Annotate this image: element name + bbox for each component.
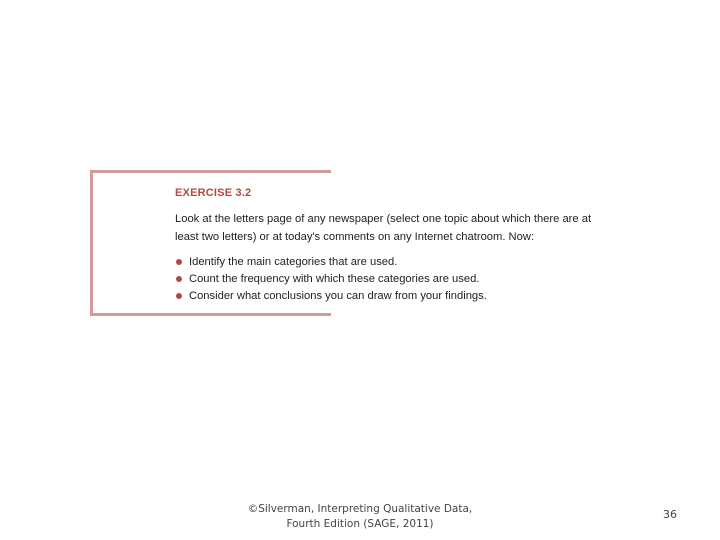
exercise-title: EXERCISE 3.2 — [175, 187, 252, 199]
list-item-text: Identify the main categories that are used. — [189, 256, 398, 268]
list-item — [175, 254, 487, 271]
exercise-frame-bottom — [90, 313, 331, 316]
exercise-list — [175, 254, 487, 305]
list-item-text: Count the frequency with which these categories are used. — [189, 273, 480, 285]
bullet-icon — [176, 293, 182, 299]
citation-line-2: Fourth Edition (SAGE, 2011) — [286, 518, 434, 530]
footer-citation — [220, 502, 500, 532]
list-item-text: Consider what conclusions you can draw from your findings. — [189, 290, 487, 302]
exercise-intro: Look at the letters page of any newspaper (select one topic about which there are at least two letters) or at today's comments on any Internet chatroom. Now: — [175, 213, 592, 243]
bullet-icon — [176, 276, 182, 282]
exercise-frame-left — [90, 170, 93, 316]
exercise-frame-top — [90, 170, 331, 173]
citation-line-1: ©Silverman, Interpreting Qualitative Data, — [247, 503, 473, 515]
list-item — [175, 288, 487, 305]
exercise-box — [90, 170, 610, 318]
slide-number: 36 — [663, 508, 677, 521]
bullet-icon — [176, 259, 182, 265]
list-item — [175, 271, 487, 288]
